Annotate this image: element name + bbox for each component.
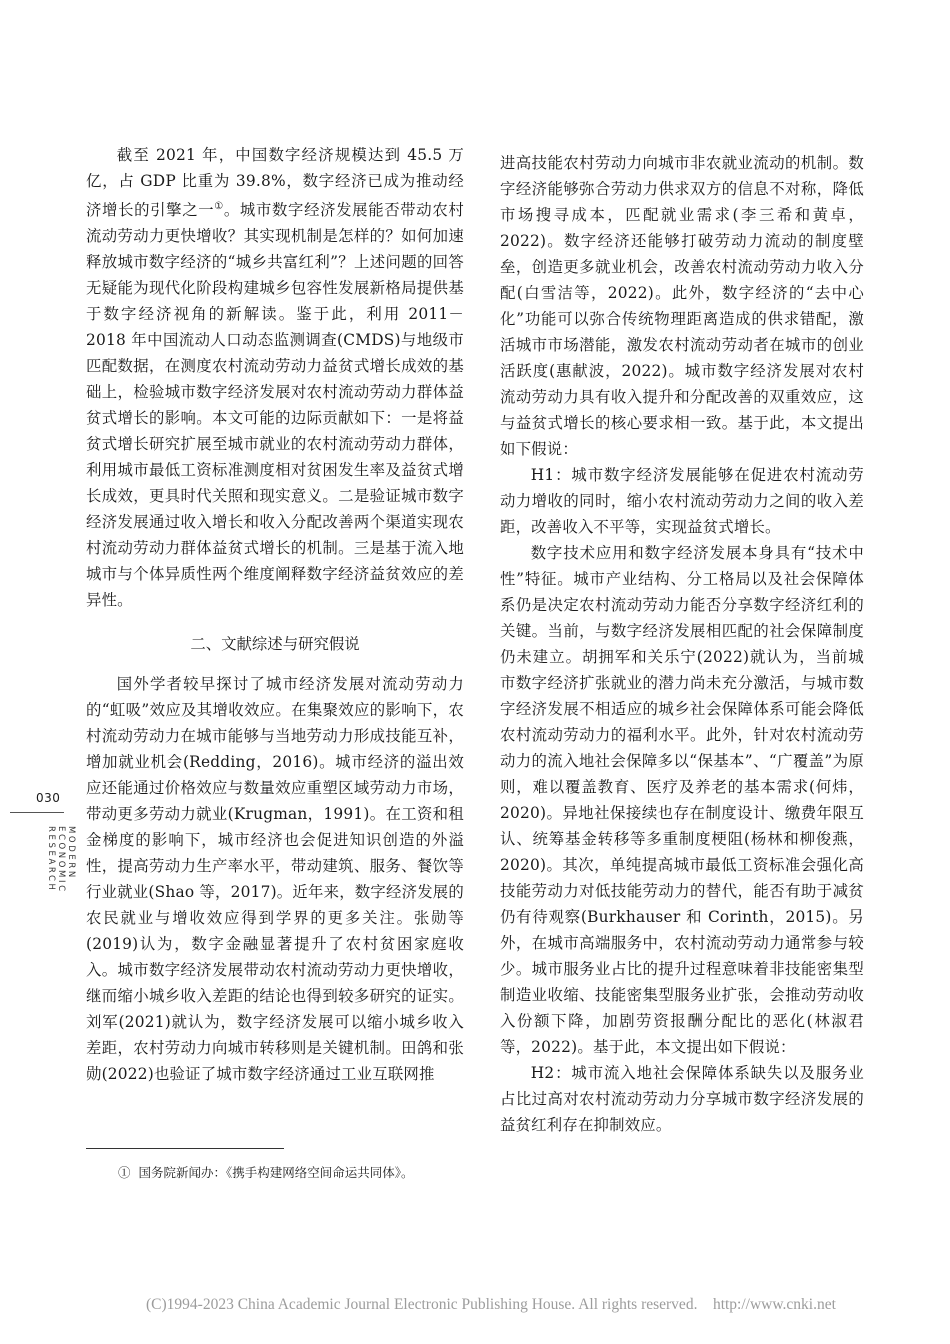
intro-paragraph: 截至 2021 年，中国数字经济规模达到 45.5 万亿，占 GDP 比重为 39.8%，数字经济已成为推动经济增长的引擎之一①。城市数字经济发展能否带动农村流动劳动力更快增收？其实现机制是怎样的？如何加速释放城市数字经济的“城乡共富红利”？上述问题的回答无疑能为现代化阶段构建城乡包容性发展新格局提供基于数字经济视角的新解读。鉴于此，利用 2011－2018 年中国流动人口动态监测调查(CMDS)与地级市匹配数据，在测度农村流动劳动力益贫式增长成效的基础上，检验城市数字经济发展对农村流动劳动力群体益贫式增长的影响。本文可能的边际贡献如下：一是将益贫式增长研究扩展至城市就业的农村流动劳动力群体，利用城市最低工资标准测度相对贫困发生率及益贫式增长成效，更具时代关照和现实意义。二是验证城市数字经济发展通过收入增长和收入分配改善两个渠道实现农村流动劳动力群体益贫式增长的机制。三是基于流入地城市与个体异质性两个维度阐释数字经济益贫效应的差异性。 [86, 146, 464, 610]
footnote-marker: ① [118, 1165, 131, 1180]
copyright-watermark: (C)1994-2023 China Academic Journal Electronic Publishing House. All rights reserved. http://www.cnki.net [146, 1296, 836, 1313]
continued-paragraph: 进高技能农村劳动力向城市非农就业流动的机制。数字经济能够弥合劳动力供求双方的信息不对称，降低市场搜寻成本，匹配就业需求(李三希和黄卓，2022)。数字经济还能够打破劳动力流动的制度壁垒，创造更多就业机会，改善农村流动劳动力收入分配(白雪洁等，2022)。此外，数字经济的“去中心化”功能可以弥合传统物理距离造成的供求错配，激活城市市场潜能，激发农村流动劳动者在城市的创业活跃度(惠献波，2022)。城市数字经济发展对农村流动劳动力具有收入提升和分配改善的双重效应，这与益贫式增长的核心要求相一致。基于此，本文提出如下假说： [500, 154, 864, 458]
journal-name-vertical [46, 826, 76, 906]
hypothesis-2: H2：城市流入地社会保障体系缺失以及服务业占比过高对农村流动劳动力分享城市数字经济发展的益贫红利存在抑制效应。 [500, 1064, 864, 1134]
hypothesis-1: H1：城市数字经济发展能够在促进农村流动劳动力增收的同时，缩小农村流动劳动力之间的收入差距，改善收入不平等，实现益贫式增长。 [500, 466, 864, 536]
footnote-text: 国务院新闻办：《携手构建网络空间命运共同体》。 [138, 1165, 414, 1180]
mechanism-paragraph: 数字技术应用和数字经济发展本身具有“技术中性”特征。城市产业结构、分工格局以及社会保障体系仍是决定农村流动劳动力能否分享数字经济红利的关键。当前，与数字经济发展相匹配的社会保障制度仍未建立。胡拥军和关乐宁(2022)就认为，当前城市数字经济扩张就业的潜力尚未充分激活，与城市数字经济发展不相适应的城乡社会保障体系可能会降低农村流动劳动力的福利水平。此外，针对农村流动劳动力的流入地社会保障多以“保基本”、“广覆盖”为原则，难以覆盖教育、医疗及养老的基本需求(何炜，2020)。异地社保接续也存在制度设计、缴费年限互认、统筹基金转移等多重制度梗阻(杨林和柳俊燕，2020)。其次，单纯提高城市最低工资标准会强化高技能劳动力对低技能劳动力的替代，能否有助于减贫仍有待观察(Burkhauser 和 Corinth，2015)。另外，在城市高端服务中，农村流动劳动力通常参与较少。城市服务业占比的提升过程意味着非技能密集型制造业收缩、技能密集型服务业扩张，会推动劳动收入份额下降，加剧劳资报酬分配比的恶化(林淑君等，2022)。基于此，本文提出如下假说： [500, 544, 864, 1056]
literature-paragraph: 国外学者较早探讨了城市经济发展对流动劳动力的“虹吸”效应及其增收效应。在集聚效应的影响下，农村流动劳动力在城市能够与当地劳动力形成技能互补，增加就业机会(Redding，2016)。城市经济的溢出效应还能通过价格效应与数量效应重塑区域劳动力市场，带动更多劳动力就业(Krugman，1991)。在工资和租金梯度的影响下，城市经济也会促进知识创造的外溢性，提高劳动力生产率水平，带动建筑、服务、餐饮等行业就业(Shao 等，2017)。近年来，数字经济发展的农民就业与增收效应得到学界的更多关注。张勋等(2019)认为，数字金融显著提升了农村贫困家庭收入。城市数字经济发展带动农村流动劳动力更快增收，继而缩小城乡收入差距的结论也得到较多研究的证实。刘军(2021)就认为，数字经济发展可以缩小城乡收入差距，农村劳动力向城市转移则是关键机制。田鸽和张勋(2022)也验证了城市数字经济通过工业互联网推 [86, 675, 464, 1084]
journal-word-research: RESEARCH [46, 826, 56, 893]
section-heading: 二、文献综述与研究假说 [190, 635, 360, 654]
footnote [118, 1164, 413, 1182]
page-number-rule [10, 812, 64, 813]
page-number: 030 [36, 791, 61, 805]
footnote-ref[interactable]: ① [214, 201, 224, 212]
journal-word-economic: ECONOMIC [56, 826, 66, 894]
right-column [500, 150, 864, 1138]
journal-word-modern: MODERN [66, 826, 76, 880]
footnote-divider [86, 1148, 284, 1149]
left-column [86, 142, 464, 1087]
